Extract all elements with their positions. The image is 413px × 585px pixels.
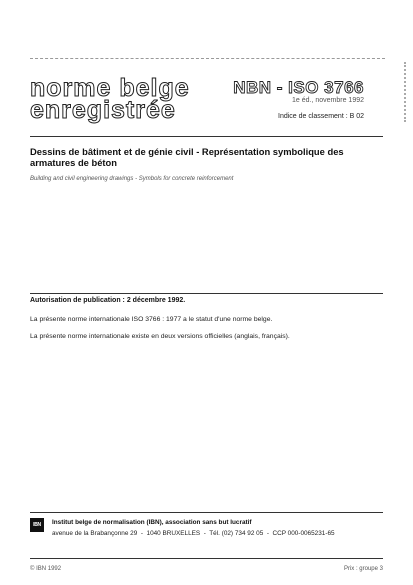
ibn-logo: [30, 518, 44, 532]
top-divider: [30, 58, 385, 59]
versions-paragraph: La présente norme internationale existe en deux versions officielles (anglais, français).: [30, 333, 290, 340]
classification-index: Indice de classement : B 02: [278, 113, 364, 120]
margin-mark: [404, 62, 410, 122]
status-paragraph: La présente norme internationale ISO 3766 : 1977 a le statut d'une norme belge.: [30, 316, 273, 323]
section-divider: [30, 293, 383, 294]
standard-code: NBN - ISO 3766: [233, 78, 364, 97]
brand-title-line2: enregistrée: [30, 96, 176, 124]
copyright-notice: © IBN 1992: [30, 566, 62, 572]
title-divider: [30, 136, 383, 137]
institute-name: Institut belge de normalisation (IBN), association sans but lucratif: [52, 519, 252, 526]
institute-address: avenue de la Brabançonne 29 - 1040 BRUXELLES - Tél. (02) 734 92 05 - CCP 000-0065231-65: [52, 530, 335, 537]
edition-date: 1e éd., novembre 1992: [292, 97, 364, 104]
footer-divider: [30, 512, 383, 513]
bottom-divider: [30, 558, 383, 559]
document-subtitle: Building and civil engineering drawings - Symbols for concrete reinforcement: [30, 176, 234, 182]
ibn-logo-text: IBN: [33, 522, 41, 528]
price-group: Prix : groupe 3: [343, 566, 383, 572]
brand-title-line1: norme belge: [30, 74, 190, 102]
publication-authorization: Autorisation de publication : 2 décembre 1992.: [30, 297, 186, 304]
document-title: Dessins de bâtiment et de génie civil - Représentation symbolique des armatures de béton: [30, 146, 344, 168]
